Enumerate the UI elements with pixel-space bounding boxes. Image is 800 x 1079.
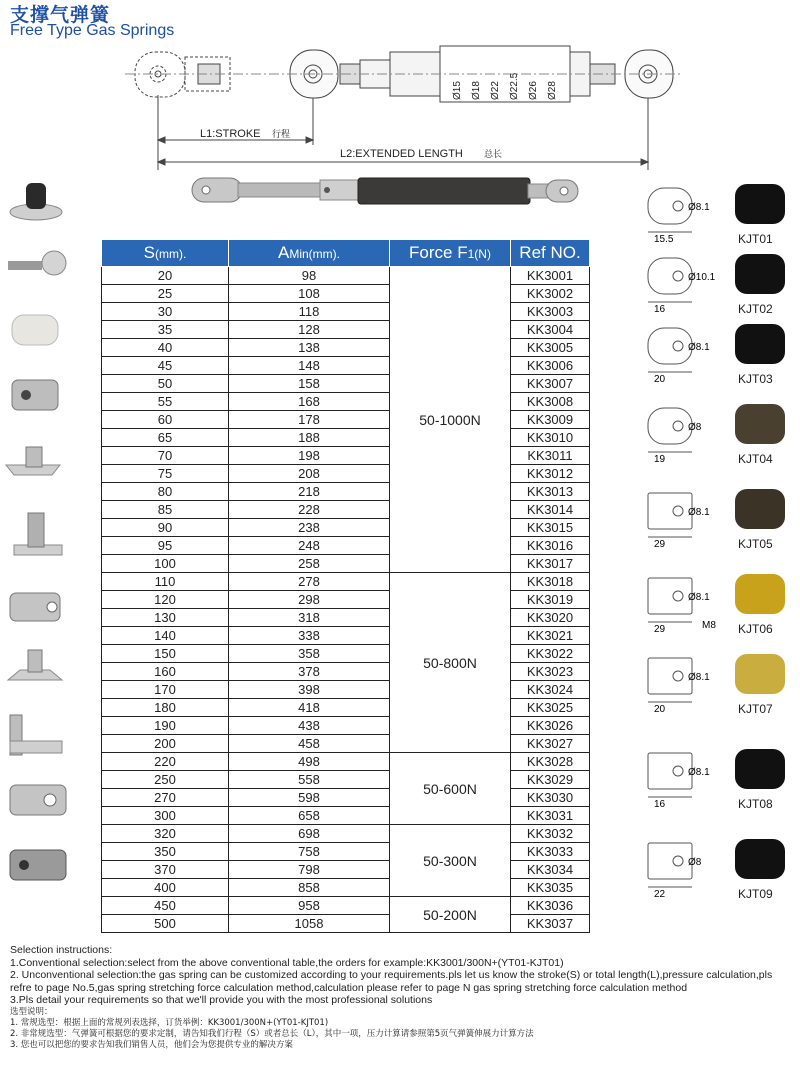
- notes-line-cn: 3. 您也可以把您的要求告知我们销售人员，他们会为您提供专业的解决方案: [10, 1039, 293, 1050]
- cell-stroke: 95: [102, 537, 229, 555]
- cell-ref-no: KK3016: [511, 537, 590, 555]
- fitting-label: KJT08: [738, 797, 773, 811]
- fitting-dimension: 22: [654, 889, 666, 900]
- table-row: [102, 663, 590, 681]
- diameter-label: Ø22: [490, 81, 501, 100]
- fitting-label: KJT06: [738, 622, 773, 636]
- fitting-diameter: Ø10.1: [688, 272, 716, 283]
- cell-ref-no: KK3026: [511, 717, 590, 735]
- table-row: [102, 879, 590, 897]
- cell-a-min: 458: [229, 735, 390, 753]
- cell-stroke: 30: [102, 303, 229, 321]
- fitting-dimension: 16: [654, 304, 666, 315]
- fitting-label: KJT09: [738, 887, 773, 901]
- cell-a-min: 338: [229, 627, 390, 645]
- cell-stroke: 250: [102, 771, 229, 789]
- cell-stroke: 110: [102, 573, 229, 591]
- spec-table: [101, 239, 590, 933]
- cell-ref-no: KK3004: [511, 321, 590, 339]
- header-a-min: AMin(mm).: [229, 240, 390, 267]
- fitting-dimension: 29: [654, 539, 666, 550]
- notes-heading-cn: 选型说明：: [10, 1006, 53, 1017]
- table-row: [102, 915, 590, 933]
- cell-ref-no: KK3008: [511, 393, 590, 411]
- cell-a-min: 98: [229, 267, 390, 285]
- cell-ref-no: KK3009: [511, 411, 590, 429]
- left-eye-dashed: [135, 52, 185, 97]
- cell-ref-no: KK3002: [511, 285, 590, 303]
- table-row: [102, 897, 590, 915]
- cell-a-min: 698: [229, 825, 390, 843]
- fitting-drawing: [648, 489, 785, 537]
- extended-length-label-cn: 总长: [484, 150, 503, 160]
- cell-stroke: 85: [102, 501, 229, 519]
- fitting-photo: [10, 850, 66, 880]
- header-ref-no: Ref NO.: [511, 240, 590, 267]
- cell-stroke: 450: [102, 897, 229, 915]
- fitting-label: KJT02: [738, 302, 773, 316]
- fitting-drawing: [648, 749, 785, 797]
- fitting-photo: [735, 324, 785, 364]
- cell-stroke: 370: [102, 861, 229, 879]
- cell-stroke: 40: [102, 339, 229, 357]
- cell-a-min: 298: [229, 591, 390, 609]
- cell-stroke: 120: [102, 591, 229, 609]
- gas-spring-photo: [192, 178, 578, 204]
- cell-a-min: 238: [229, 519, 390, 537]
- table-row: [102, 537, 590, 555]
- header-force: Force F1(N): [390, 240, 511, 267]
- cell-a-min: 108: [229, 285, 390, 303]
- cell-ref-no: KK3037: [511, 915, 590, 933]
- notes-line: 2. Unconventional selection:the gas spring can be customized according to your requirements.pls let us know the stroke(S) or total length(L),pressure calculation,pls refre to page No.5,gas spring stretching force calculation method,calculation please refer to page N gas spring stretching force calculation method: [10, 969, 773, 994]
- cell-stroke: 45: [102, 357, 229, 375]
- table-row: [102, 681, 590, 699]
- fitting-diameter: Ø8: [688, 422, 702, 433]
- table-row: [102, 339, 590, 357]
- cell-stroke: 270: [102, 789, 229, 807]
- table-row: [102, 591, 590, 609]
- cell-a-min: 658: [229, 807, 390, 825]
- fitting-label: KJT07: [738, 702, 773, 716]
- selection-notes: [10, 944, 795, 1051]
- fitting-photo: [8, 650, 62, 680]
- cell-ref-no: KK3023: [511, 663, 590, 681]
- cell-ref-no: KK3015: [511, 519, 590, 537]
- notes-line: 1.Conventional selection:select from the above conventional table,the orders for example:KK3001/300N+(YT01-KJT01): [10, 956, 564, 969]
- fitting-diameter: Ø8.1: [688, 342, 710, 353]
- fitting-photo: [6, 447, 60, 475]
- cell-ref-no: KK3018: [511, 573, 590, 591]
- table-row: [102, 699, 590, 717]
- table-row: [102, 753, 590, 771]
- cell-a-min: 228: [229, 501, 390, 519]
- cell-a-min: 248: [229, 537, 390, 555]
- cell-force-range: 50-600N: [390, 753, 511, 825]
- cell-ref-no: KK3027: [511, 735, 590, 753]
- cell-a-min: 178: [229, 411, 390, 429]
- cell-ref-no: KK3029: [511, 771, 590, 789]
- table-row: [102, 519, 590, 537]
- cell-stroke: 190: [102, 717, 229, 735]
- cell-ref-no: KK3028: [511, 753, 590, 771]
- cell-force-range: 50-300N: [390, 825, 511, 897]
- cell-force-range: 50-1000N: [390, 267, 511, 573]
- cell-stroke: 65: [102, 429, 229, 447]
- fitting-label: KJT01: [738, 232, 773, 246]
- cell-force-range: 50-800N: [390, 573, 511, 753]
- cell-ref-no: KK3019: [511, 591, 590, 609]
- cell-a-min: 858: [229, 879, 390, 897]
- cell-stroke: 400: [102, 879, 229, 897]
- fitting-dimension: 19: [654, 454, 666, 465]
- cell-ref-no: KK3012: [511, 465, 590, 483]
- fitting-dimension: 20: [654, 704, 666, 715]
- cell-ref-no: KK3036: [511, 897, 590, 915]
- fitting-photo: [735, 184, 785, 224]
- fitting-label: KJT05: [738, 537, 773, 551]
- header-stroke: S(mm).: [102, 240, 229, 267]
- table-row: [102, 807, 590, 825]
- cell-a-min: 398: [229, 681, 390, 699]
- notes-heading: Selection instructions:: [10, 944, 113, 956]
- cell-a-min: 318: [229, 609, 390, 627]
- fitting-photo: [10, 593, 60, 621]
- cell-ref-no: KK3021: [511, 627, 590, 645]
- fitting-drawing: [648, 574, 785, 622]
- cell-stroke: 150: [102, 645, 229, 663]
- cell-ref-no: KK3024: [511, 681, 590, 699]
- cell-a-min: 128: [229, 321, 390, 339]
- cell-a-min: 1058: [229, 915, 390, 933]
- cell-stroke: 130: [102, 609, 229, 627]
- cell-a-min: 498: [229, 753, 390, 771]
- cell-a-min: 598: [229, 789, 390, 807]
- table-row: [102, 789, 590, 807]
- fitting-diameter: Ø8.1: [688, 672, 710, 683]
- cell-stroke: 20: [102, 267, 229, 285]
- table-row: [102, 375, 590, 393]
- fitting-diameter: Ø8.1: [688, 767, 710, 778]
- cell-ref-no: KK3011: [511, 447, 590, 465]
- diameter-label: Ø22.5: [509, 72, 520, 100]
- fitting-dimension: 29: [654, 624, 666, 635]
- cell-stroke: 60: [102, 411, 229, 429]
- cell-a-min: 188: [229, 429, 390, 447]
- page-title-cn: 支撑气弹簧: [10, 4, 111, 26]
- table-row: [102, 321, 590, 339]
- fitting-photo: [10, 715, 62, 755]
- fitting-dimension: 20: [654, 374, 666, 385]
- table-row: [102, 303, 590, 321]
- cell-ref-no: KK3006: [511, 357, 590, 375]
- fitting-photo: [10, 785, 66, 815]
- cell-a-min: 198: [229, 447, 390, 465]
- cell-stroke: 500: [102, 915, 229, 933]
- cell-ref-no: KK3001: [511, 267, 590, 285]
- cell-stroke: 180: [102, 699, 229, 717]
- fitting-label: KJT04: [738, 452, 773, 466]
- table-row: [102, 357, 590, 375]
- diameter-label: Ø15: [452, 81, 463, 100]
- fitting-diameter: Ø8: [688, 857, 702, 868]
- notes-line: 3.Pls detail your requirements so that we'll provide you with the most professional solutions: [10, 994, 433, 1006]
- cell-stroke: 80: [102, 483, 229, 501]
- fitting-drawing: [648, 404, 785, 452]
- table-row: [102, 609, 590, 627]
- cell-stroke: 220: [102, 753, 229, 771]
- cell-a-min: 118: [229, 303, 390, 321]
- stroke-label: L1:STROKE: [200, 128, 261, 140]
- cell-ref-no: KK3032: [511, 825, 590, 843]
- cell-ref-no: KK3034: [511, 861, 590, 879]
- cell-stroke: 140: [102, 627, 229, 645]
- cell-stroke: 320: [102, 825, 229, 843]
- cell-stroke: 300: [102, 807, 229, 825]
- table-row: [102, 645, 590, 663]
- cell-a-min: 758: [229, 843, 390, 861]
- extended-length-label: L2:EXTENDED LENGTH: [340, 148, 463, 160]
- fitting-dimension: 15.5: [654, 234, 674, 245]
- table-row: [102, 429, 590, 447]
- diameter-label: Ø26: [528, 81, 539, 100]
- cell-a-min: 438: [229, 717, 390, 735]
- fitting-photo: [735, 489, 785, 529]
- cell-stroke: 75: [102, 465, 229, 483]
- cell-a-min: 558: [229, 771, 390, 789]
- cell-a-min: 148: [229, 357, 390, 375]
- fitting-dimension: 16: [654, 799, 666, 810]
- left-fittings-column: [0, 175, 80, 875]
- table-row: [102, 393, 590, 411]
- cell-stroke: 55: [102, 393, 229, 411]
- cell-a-min: 218: [229, 483, 390, 501]
- fitting-photo: [735, 254, 785, 294]
- cell-ref-no: KK3033: [511, 843, 590, 861]
- cell-a-min: 358: [229, 645, 390, 663]
- fitting-diameter: Ø8.1: [688, 592, 710, 603]
- cell-ref-no: KK3014: [511, 501, 590, 519]
- cell-a-min: 138: [229, 339, 390, 357]
- fitting-diameter: Ø8.1: [688, 507, 710, 518]
- cell-stroke: 350: [102, 843, 229, 861]
- fitting-photo: [8, 251, 66, 275]
- cell-ref-no: KK3003: [511, 303, 590, 321]
- table-body: [102, 267, 590, 933]
- cell-ref-no: KK3022: [511, 645, 590, 663]
- cell-stroke: 25: [102, 285, 229, 303]
- cell-ref-no: KK3007: [511, 375, 590, 393]
- fitting-photo: [10, 183, 62, 220]
- fitting-photo: [735, 654, 785, 694]
- fitting-label: KJT03: [738, 372, 773, 386]
- fitting-drawing: [648, 324, 785, 372]
- table-row: [102, 735, 590, 753]
- diameter-label: Ø18: [471, 81, 482, 100]
- table-row: [102, 501, 590, 519]
- fitting-diameter: Ø8.1: [688, 202, 710, 213]
- cell-stroke: 170: [102, 681, 229, 699]
- cell-a-min: 168: [229, 393, 390, 411]
- fitting-drawing: [648, 839, 785, 887]
- diameter-label: Ø28: [547, 81, 558, 100]
- table-row: [102, 573, 590, 591]
- notes-line-cn: 1. 常规选型：根据上面的常规列表选择，订货举例：KK3001/300N+(YT01-KJT01): [10, 1017, 329, 1028]
- cell-ref-no: KK3025: [511, 699, 590, 717]
- cell-a-min: 278: [229, 573, 390, 591]
- cell-ref-no: KK3005: [511, 339, 590, 357]
- cell-a-min: 958: [229, 897, 390, 915]
- table-row: [102, 717, 590, 735]
- cell-stroke: 90: [102, 519, 229, 537]
- table-row: [102, 465, 590, 483]
- cell-a-min: 378: [229, 663, 390, 681]
- stroke-label-cn: 行程: [272, 130, 291, 140]
- cell-stroke: 35: [102, 321, 229, 339]
- cell-ref-no: KK3013: [511, 483, 590, 501]
- cell-ref-no: KK3030: [511, 789, 590, 807]
- fitting-photo: [735, 749, 785, 789]
- fitting-photo: [735, 574, 785, 614]
- table-row: [102, 825, 590, 843]
- fitting-thread: M8: [702, 620, 716, 631]
- table-row: [102, 627, 590, 645]
- fitting-photo: [12, 380, 58, 410]
- cell-stroke: 50: [102, 375, 229, 393]
- fitting-photo: [735, 839, 785, 879]
- cell-ref-no: KK3017: [511, 555, 590, 573]
- table-header-row: [102, 240, 590, 267]
- cell-ref-no: KK3031: [511, 807, 590, 825]
- table-row: [102, 267, 590, 285]
- cell-a-min: 208: [229, 465, 390, 483]
- fitting-drawing: [648, 654, 785, 702]
- table-row: [102, 771, 590, 789]
- cell-a-min: 798: [229, 861, 390, 879]
- cell-a-min: 418: [229, 699, 390, 717]
- table-row: [102, 861, 590, 879]
- cell-stroke: 160: [102, 663, 229, 681]
- fitting-photo: [12, 315, 58, 345]
- table-row: [102, 447, 590, 465]
- fitting-drawing: [648, 254, 785, 302]
- cell-ref-no: KK3035: [511, 879, 590, 897]
- table-row: [102, 555, 590, 573]
- table-row: [102, 411, 590, 429]
- cell-a-min: 158: [229, 375, 390, 393]
- table-row: [102, 483, 590, 501]
- notes-line-cn: 2. 非常规选型：气弹簧可根据您的要求定制，请告知我们行程（S）或者总长（L），其中一项，压力计算请参照第5页气弹簧伸展力计算方法: [10, 1028, 534, 1039]
- cell-force-range: 50-200N: [390, 897, 511, 933]
- table-row: [102, 843, 590, 861]
- cell-a-min: 258: [229, 555, 390, 573]
- cell-ref-no: KK3020: [511, 609, 590, 627]
- page-title-en: Free Type Gas Springs: [10, 22, 175, 39]
- cell-stroke: 200: [102, 735, 229, 753]
- fitting-photo: [14, 513, 62, 555]
- cell-stroke: 70: [102, 447, 229, 465]
- fitting-photo: [735, 404, 785, 444]
- cell-stroke: 100: [102, 555, 229, 573]
- cell-ref-no: KK3010: [511, 429, 590, 447]
- table-row: [102, 285, 590, 303]
- fitting-drawing: [648, 184, 785, 232]
